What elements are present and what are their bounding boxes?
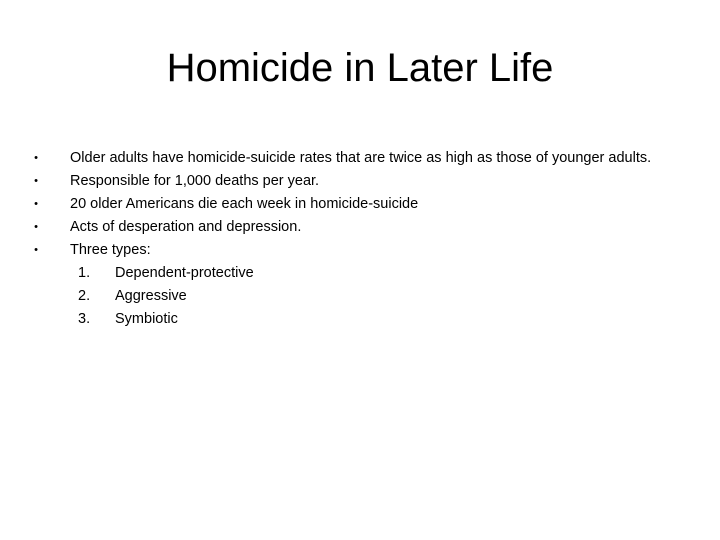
bullet-list <box>30 147 700 331</box>
bullet-text: Older adults have homicide-suicide rates that are twice as high as those of younger adults. <box>70 150 652 166</box>
bullet-dot-icon: • <box>34 152 38 164</box>
bullet-item <box>30 193 700 216</box>
type-label: Symbiotic <box>115 311 178 327</box>
bullet-text: Responsible for 1,000 deaths per year. <box>70 173 320 189</box>
bullet-item <box>30 216 700 239</box>
type-label: Dependent-protective <box>115 265 254 281</box>
type-number: 1. <box>78 265 91 281</box>
bullet-dot-icon: • <box>34 221 38 233</box>
type-number: 2. <box>78 288 91 304</box>
bullet-item <box>30 147 700 170</box>
types-list <box>70 262 700 331</box>
bullet-dot-icon: • <box>34 175 38 187</box>
type-item <box>70 262 700 285</box>
bullet-dot-icon: • <box>34 198 38 210</box>
type-item <box>70 285 700 308</box>
bullet-item <box>30 170 700 193</box>
bullet-text: Three types: <box>70 242 151 258</box>
type-item <box>70 308 700 331</box>
type-label: Aggressive <box>115 288 187 304</box>
bullet-text: Acts of desperation and depression. <box>70 219 302 235</box>
bullet-text: 20 older Americans die each week in homicide-suicide <box>70 196 419 212</box>
slide-title: Homicide in Later Life <box>166 46 554 90</box>
type-number: 3. <box>78 311 91 327</box>
bullet-dot-icon: • <box>34 244 38 256</box>
bullet-item <box>30 239 700 331</box>
